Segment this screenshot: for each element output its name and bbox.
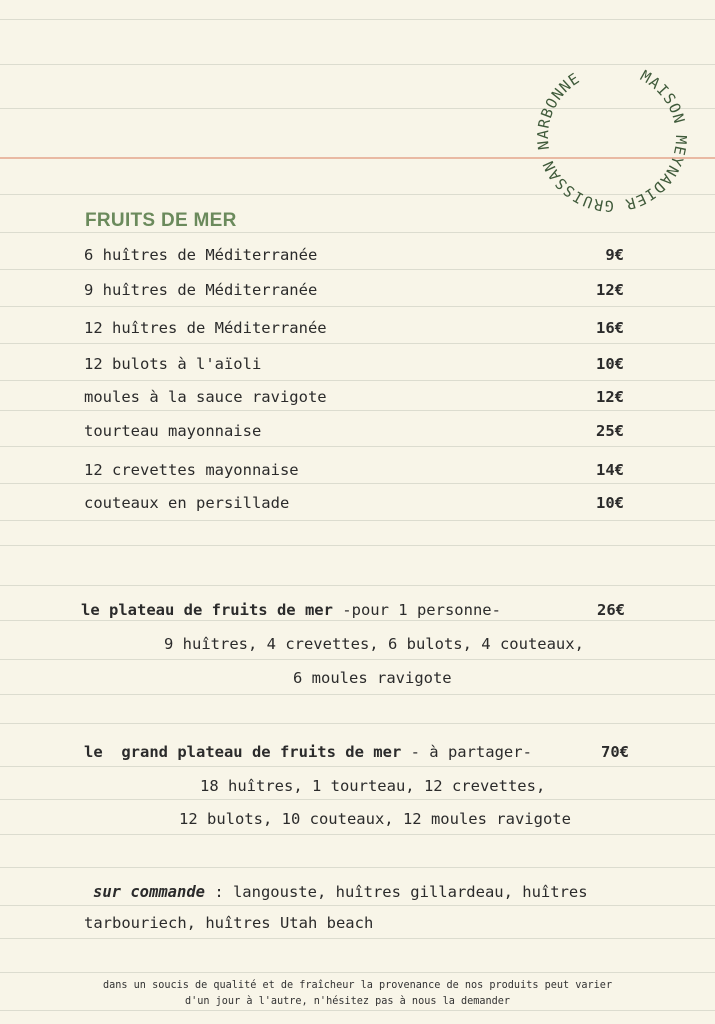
- ruled-line: [0, 972, 715, 973]
- grand-plateau-title: le grand plateau de fruits de mer: [84, 743, 402, 761]
- menu-item: [84, 492, 624, 514]
- grand-plateau-subtitle: - à partager-: [401, 743, 532, 761]
- menu-item: [84, 420, 624, 442]
- plateau-subtitle: -pour 1 personne-: [332, 601, 501, 619]
- item-name: 9 huîtres de Méditerranée: [84, 281, 318, 299]
- item-name: 12 crevettes mayonnaise: [84, 461, 299, 479]
- ruled-line: [0, 938, 715, 939]
- grand-plateau-heading: [84, 741, 532, 763]
- item-price: 25€: [596, 422, 624, 440]
- section-title: FRUITS DE MER: [85, 210, 237, 231]
- plateau-price: 26€: [597, 601, 625, 619]
- ruled-line: [0, 659, 715, 660]
- item-name: 12 huîtres de Méditerranée: [84, 319, 327, 337]
- ruled-line: [0, 269, 715, 270]
- ruled-line: [0, 585, 715, 586]
- plateau-title: le plateau de fruits de mer: [81, 601, 333, 619]
- ruled-line: [0, 306, 715, 307]
- ruled-line: [0, 545, 715, 546]
- grand-plateau-contents-2: 12 bulots, 10 couteaux, 12 moules ravigote: [179, 810, 571, 828]
- grand-plateau-price: 70€: [601, 743, 629, 761]
- ruled-line: [0, 694, 715, 695]
- seal-text: MAISON MEYNADIER GRUISSAN NARBONNE: [533, 66, 691, 216]
- footer-note-1: dans un soucis de qualité et de fraîcheur la provenance de nos produits peut varier: [103, 980, 613, 991]
- menu-item: [84, 459, 624, 481]
- ruled-line: [0, 380, 715, 381]
- plateau-contents-1: 9 huîtres, 4 crevettes, 6 bulots, 4 couteaux,: [164, 635, 584, 653]
- ruled-line: [0, 799, 715, 800]
- ruled-line: [0, 19, 715, 20]
- item-name: 12 bulots à l'aïoli: [84, 355, 262, 373]
- maison-seal: [527, 52, 697, 222]
- ruled-line: [0, 867, 715, 868]
- footer-note-2: d'un jour à l'autre, n'hésitez pas à nous la demander: [185, 996, 511, 1007]
- ruled-line: [0, 723, 715, 724]
- plateau-heading: [81, 599, 501, 621]
- item-price: 12€: [596, 281, 624, 299]
- item-name: couteaux en persillade: [84, 494, 290, 512]
- ruled-line: [0, 446, 715, 447]
- plateau-contents-2: 6 moules ravigote: [293, 669, 452, 687]
- item-price: 14€: [596, 461, 624, 479]
- ruled-line: [0, 343, 715, 344]
- sur-commande-line-2: tarbouriech, huîtres Utah beach: [84, 914, 374, 932]
- menu-item: [84, 279, 624, 301]
- ruled-line: [0, 834, 715, 835]
- grand-plateau-contents-1: 18 huîtres, 1 tourteau, 12 crevettes,: [200, 777, 546, 795]
- item-price: 12€: [596, 388, 624, 406]
- item-price: 10€: [596, 494, 624, 512]
- ruled-line: [0, 483, 715, 484]
- item-price: 16€: [596, 319, 624, 337]
- menu-item: [84, 353, 624, 375]
- item-price: 9€: [605, 246, 624, 264]
- sur-commande-label: sur commande: [93, 883, 205, 901]
- menu-item: [84, 317, 624, 339]
- ruled-line: [0, 520, 715, 521]
- item-name: 6 huîtres de Méditerranée: [84, 246, 318, 264]
- item-price: 10€: [596, 355, 624, 373]
- ruled-line: [0, 410, 715, 411]
- ruled-line: [0, 1010, 715, 1011]
- sur-commande-text-1: : langouste, huîtres gillardeau, huîtres: [204, 883, 588, 901]
- ruled-line: [0, 766, 715, 767]
- item-name: tourteau mayonnaise: [84, 422, 262, 440]
- menu-item: [84, 244, 624, 266]
- ruled-line: [0, 905, 715, 906]
- ruled-line: [0, 232, 715, 233]
- sur-commande-line-1: [93, 881, 588, 903]
- item-name: moules à la sauce ravigote: [84, 388, 327, 406]
- menu-item: [84, 386, 624, 408]
